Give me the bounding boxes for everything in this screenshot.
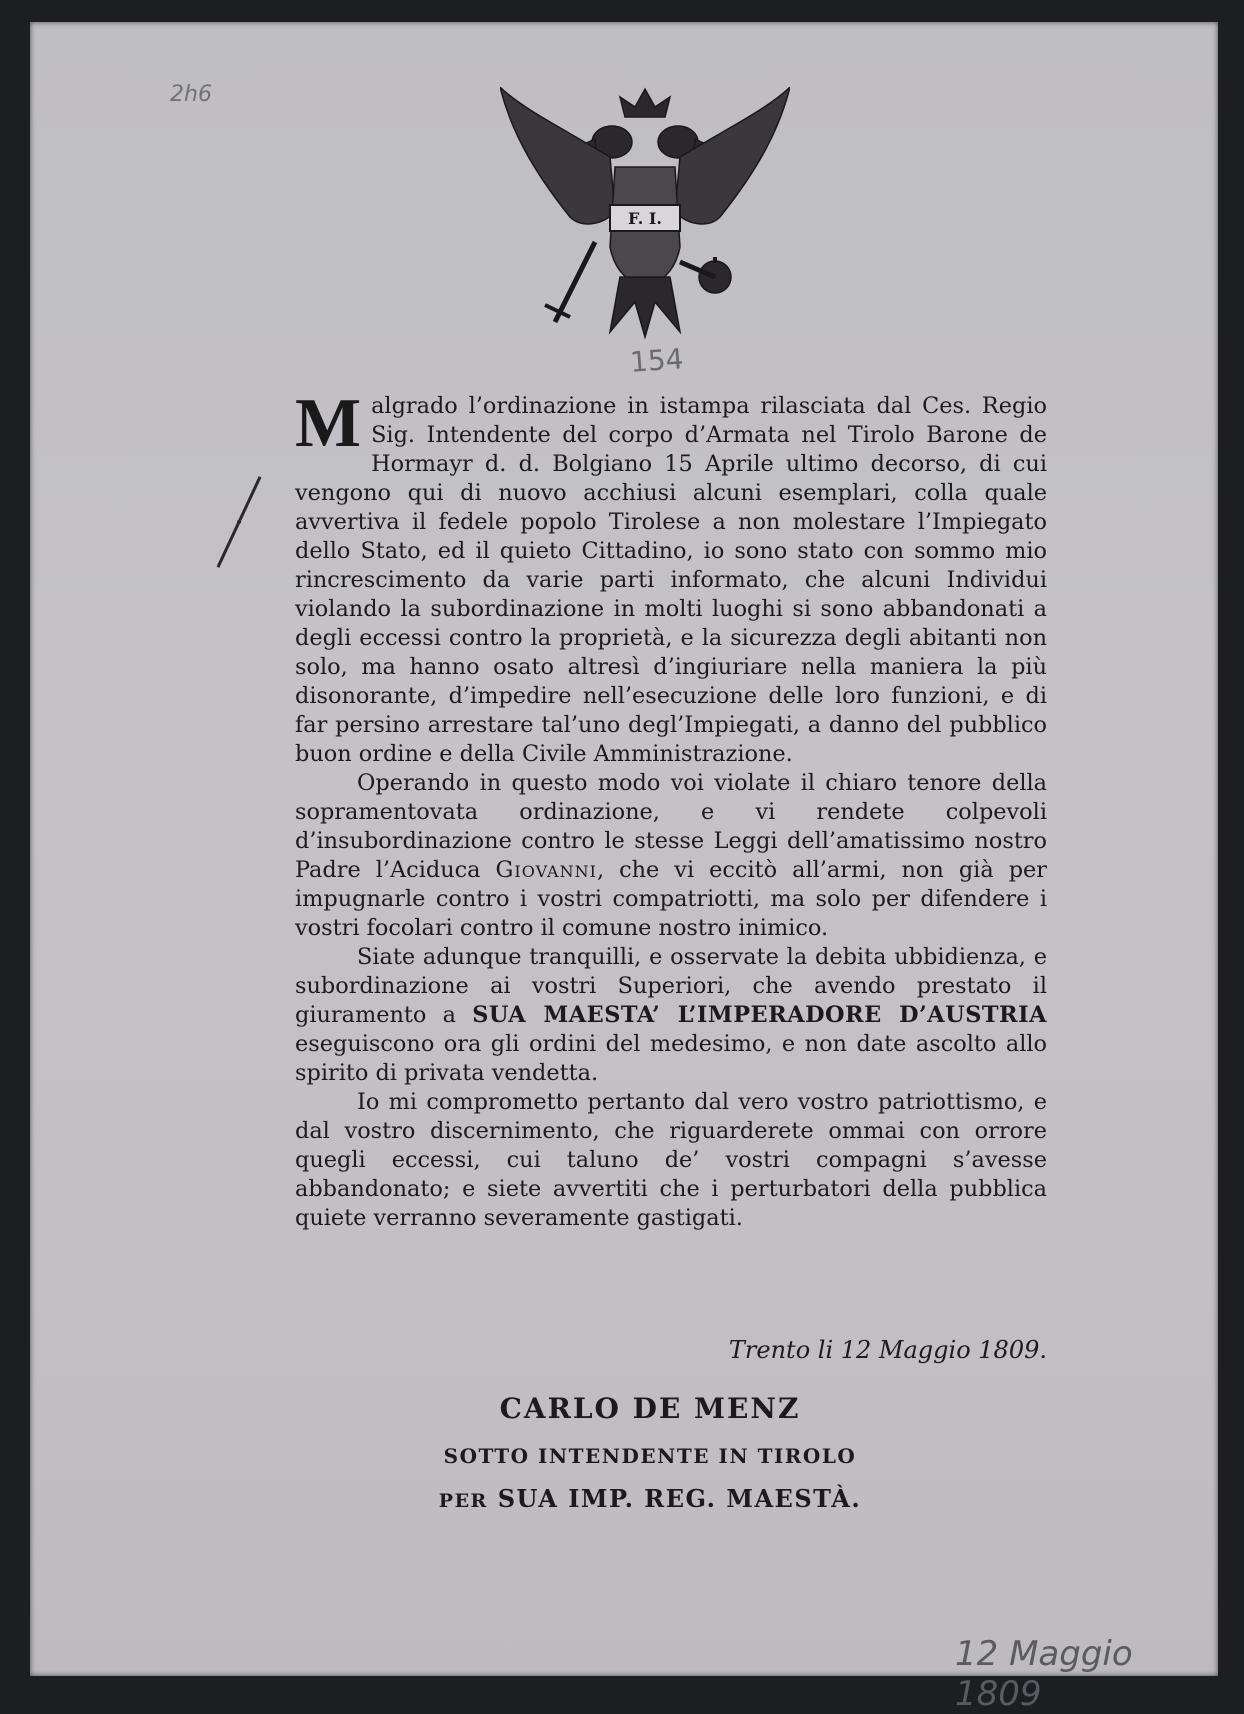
drop-cap: M — [295, 385, 362, 462]
authority-prefix: PER — [438, 1490, 488, 1512]
paragraph-2-text-b: , che vi eccitò all’armi, non già per impugnarle contro i vostri compatriotti, ma solo per difendere i vostri focolari contro il comune nostro inimico. — [295, 857, 1048, 941]
paragraph-1 — [295, 385, 1047, 769]
signatory-authority — [370, 1484, 930, 1513]
paragraph-2 — [295, 769, 1047, 943]
archive-date-annotation: 12 Maggio 1809 — [955, 1634, 1133, 1714]
paragraph-4-text: Io mi comprometto pertanto dal vero vostro patriottismo, e dal vostro discernimento, che riguarderete ommai con orrore quegli eccessi, cui taluno de’ vostri compagni s’avesse abbandonato; e siete avvertiti che i perturbatori della pubblica quiete verranno severamente gastigati. — [295, 1089, 1047, 1231]
paragraph-3-text-a: Siate adunque tranquilli, e osservate la debita ubbidienza, e subordinazione ai vostri Superiori, che avendo prestato il giuramento a — [295, 944, 1047, 1028]
date-line: Trento li 12 Maggio 1809. — [728, 1336, 1047, 1364]
poster-sheet — [30, 22, 1218, 1714]
archduke-name: Giovanni — [495, 857, 597, 883]
signatory-name: CARLO DE MENZ — [499, 1392, 801, 1425]
paragraph-1-text: algrado l’ordinazione in istampa rilasciata dal Ces. Regio Sig. Intendente del corpo d’Armata nel Tirolo Barone de Hormayr d. d. Bolgiano 15 Aprile ultimo decorso, di cui vengono qui di nuovo acchiusi alcuni esemplari, colla quale avvertiva il fedele popolo Tirolese a non molestare l’Impiegato dello Stato, ed il quieto Cittadino, io sono stato con sommo mio rincrescimento da varie parti informato, che alcuni Individui violando la subordinazione in molti luoghi si sono abbandonati a degli eccessi contro la proprietà, e la sicurezza degli abitanti non solo, ma hanno osato altresì d’ingiuriare nella maniera la più disonorante, d’impedire nell’esecuzione delle loro funzioni, e di far persino arrestare tal’uno degl’Impiegati, a danno del pubblico buon ordine e della Civile Amministrazione. — [295, 393, 1047, 767]
paragraph-2-text-a: Operando in questo modo voi violate il chiaro tenore della sopramentovata ordinazione, e vi rendete colpevoli d’insubordinazione contro le stesse Leggi dell’amatissimo nostro Padre l’Aciduca — [295, 770, 1047, 883]
paragraph-4 — [295, 1088, 1047, 1233]
shield-initials: F. I. — [628, 209, 662, 228]
double-headed-eagle-emblem — [500, 87, 790, 347]
authority-name: SUA IMP. REG. MAESTÀ. — [497, 1484, 862, 1513]
paragraph-3 — [295, 943, 1047, 1088]
archive-number: 2h6 — [170, 82, 212, 107]
ordinance-body — [295, 385, 1048, 1233]
signatory-title: SOTTO INTENDENTE IN TIROLO — [443, 1444, 857, 1468]
catalog-number: 154 — [628, 342, 685, 379]
pencil-slash-mark — [214, 475, 264, 569]
crown-icon — [620, 89, 670, 117]
paragraph-3-text-b: eseguiscono ora gli ordini del medesimo, e non date ascolto allo spirito di privata vendetta. — [295, 1031, 1047, 1086]
emperor-title: SUA MAESTA’ L’IMPERADORE D’AUSTRIA — [472, 1002, 1047, 1028]
